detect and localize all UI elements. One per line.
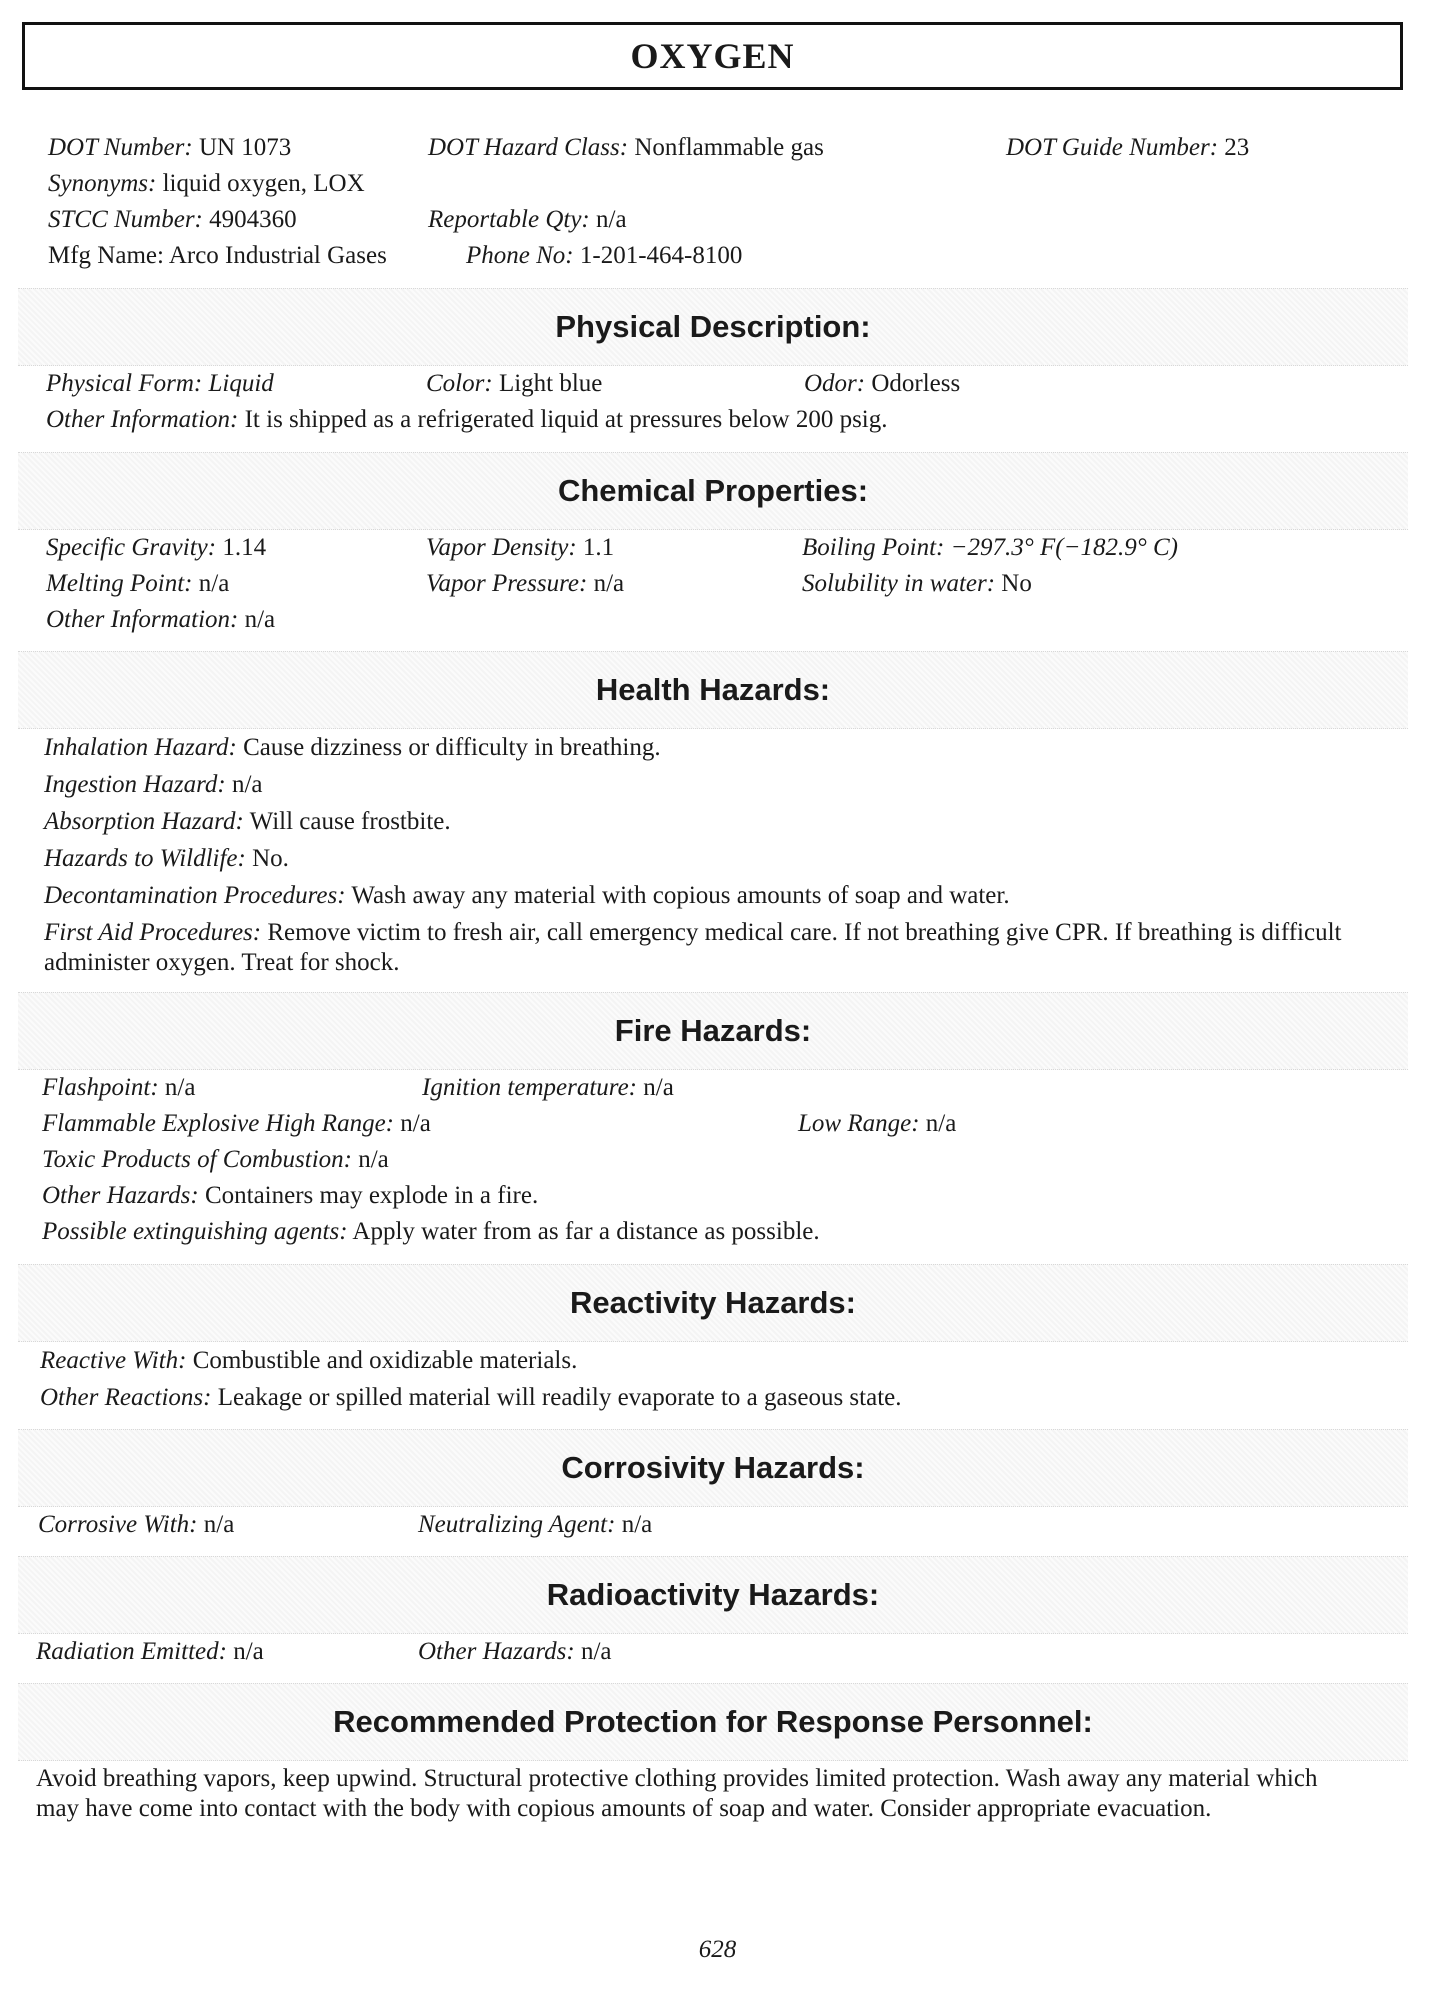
wildlife-label: Hazards to Wildlife: — [44, 845, 246, 872]
fire-other-label: Other Hazards: — [42, 1182, 199, 1209]
low-range-value: n/a — [925, 1110, 957, 1137]
fire-row-toxic — [42, 1145, 389, 1175]
neutralizing-agent-label: Neutralizing Agent: — [418, 1511, 616, 1538]
reportable-qty-value: n/a — [596, 206, 627, 233]
health-row-absorption — [44, 807, 451, 837]
section-heading-corrosivity: Corrosivity Hazards: — [18, 1429, 1408, 1507]
protection-text: Avoid breathing vapors, keep upwind. Structural protective clothing provides limited protection. Wash away any material which may have come into contact with the body with copious amounts of soap and water. Consider appropriate evacuation. — [36, 1765, 1318, 1822]
extinguishing-value: Apply water from as far a distance as possible. — [352, 1218, 820, 1245]
melting-point-value: n/a — [198, 570, 230, 597]
inhalation-label: Inhalation Hazard: — [44, 734, 237, 761]
section-heading-reactivity: Reactivity Hazards: — [18, 1264, 1408, 1342]
absorption-label: Absorption Hazard: — [44, 808, 244, 835]
specific-gravity-label: Specific Gravity: — [46, 534, 217, 561]
health-row-inhalation — [44, 733, 661, 763]
stcc-label: STCC Number: — [48, 206, 203, 233]
mfg-name-label: Mfg Name: — [48, 242, 164, 269]
section-heading-physical: Physical Description: — [18, 288, 1408, 366]
page-number: 628 — [698, 1936, 737, 1963]
flashpoint-label: Flashpoint: — [42, 1074, 159, 1101]
guide-number-label: DOT Guide Number: — [1006, 134, 1219, 161]
fire-other-value: Containers may explode in a fire. — [204, 1182, 539, 1209]
section-heading-radioactivity: Radioactivity Hazards: — [18, 1556, 1408, 1634]
boiling-point-value: −297.3° F(−182.9° C) — [950, 534, 1178, 561]
solubility-label: Solubility in water: — [802, 570, 996, 597]
corrosive-with-value: n/a — [203, 1511, 235, 1538]
vapor-pressure-label: Vapor Pressure: — [426, 570, 588, 597]
ingestion-label: Ingestion Hazard: — [44, 771, 226, 798]
guide-number-value: 23 — [1224, 134, 1250, 161]
health-row-first-aid — [44, 918, 1396, 978]
toxic-products-value: n/a — [358, 1146, 389, 1173]
reportable-qty-label: Reportable Qty: — [428, 206, 590, 233]
other-reactions-label: Other Reactions: — [40, 1384, 212, 1411]
corrosive-with-label: Corrosive With: — [38, 1511, 198, 1538]
color-label: Color: — [426, 370, 493, 397]
radiation-emitted-label: Radiation Emitted: — [36, 1638, 227, 1665]
chemical-other-label: Other Information: — [46, 606, 239, 633]
first-aid-label: First Aid Procedures: — [44, 919, 262, 946]
extinguishing-label: Possible extinguishing agents: — [42, 1218, 348, 1245]
vapor-pressure-value: n/a — [593, 570, 625, 597]
health-row-ingestion — [44, 770, 263, 800]
boiling-point-label: Boiling Point: — [802, 534, 945, 561]
radiation-emitted-value: n/a — [233, 1638, 264, 1665]
physical-other-label: Other Information: — [46, 406, 239, 433]
inhalation-value: Cause dizziness or difficulty in breathing. — [243, 734, 661, 761]
fire-row-extinguishing — [42, 1217, 820, 1247]
hazard-class-label: DOT Hazard Class: — [428, 134, 629, 161]
synonyms-label: Synonyms: — [48, 170, 157, 197]
vapor-density-label: Vapor Density: — [426, 534, 577, 561]
synonyms-value: liquid oxygen, LOX — [162, 170, 365, 197]
first-aid-value: Remove victim to fresh air, call emergency medical care. If not breathing give CPR. If breathing is difficult administer oxygen. Treat for shock. — [44, 919, 1342, 976]
high-range-value: n/a — [400, 1110, 431, 1137]
page-title: OXYGEN — [22, 22, 1403, 90]
section-heading-chemical: Chemical Properties: — [18, 452, 1408, 530]
ignition-label: Ignition temperature: — [422, 1074, 638, 1101]
health-row-wildlife — [44, 844, 289, 874]
decon-label: Decontamination Procedures: — [44, 882, 346, 909]
ignition-value: n/a — [643, 1074, 674, 1101]
physical-other-value: It is shipped as a refrigerated liquid at pressures below 200 psig. — [244, 406, 888, 433]
neutralizing-agent-value: n/a — [621, 1511, 653, 1538]
ingestion-value: n/a — [231, 771, 263, 798]
flashpoint-value: n/a — [164, 1074, 196, 1101]
physical-row-2 — [46, 405, 888, 435]
chemical-other-value: n/a — [244, 606, 276, 633]
section-heading-health: Health Hazards: — [18, 651, 1408, 729]
high-range-label: Flammable Explosive High Range: — [42, 1110, 394, 1137]
section-heading-fire: Fire Hazards: — [18, 992, 1408, 1070]
phone-value: 1-201-464-8100 — [579, 242, 743, 269]
color-value: Light blue — [498, 370, 603, 397]
dot-number-value: UN 1073 — [198, 134, 292, 161]
physical-form-value: Liquid — [208, 370, 274, 397]
health-row-decon — [44, 881, 1010, 911]
reactivity-row-2 — [40, 1383, 902, 1413]
stcc-value: 4904360 — [209, 206, 297, 233]
phone-label: Phone No: — [466, 242, 574, 269]
radio-other-hazards-label: Other Hazards: — [418, 1638, 575, 1665]
absorption-value: Will cause frostbite. — [249, 808, 451, 835]
hazard-class-value: Nonflammable gas — [634, 134, 824, 161]
radio-other-hazards-value: n/a — [580, 1638, 612, 1665]
fire-row-other — [42, 1181, 538, 1211]
solubility-value: No — [1001, 570, 1032, 597]
odor-value: Odorless — [871, 370, 961, 397]
low-range-label: Low Range: — [798, 1110, 920, 1137]
decon-value: Wash away any material with copious amounts of soap and water. — [351, 882, 1010, 909]
odor-label: Odor: — [804, 370, 866, 397]
mfg-name-value: Arco Industrial Gases — [168, 242, 387, 269]
specific-gravity-value: 1.14 — [222, 534, 267, 561]
other-reactions-value: Leakage or spilled material will readily evaporate to a gaseous state. — [217, 1384, 902, 1411]
melting-point-label: Melting Point: — [46, 570, 193, 597]
reactivity-row-1 — [40, 1346, 577, 1376]
dot-number-label: DOT Number: — [48, 134, 193, 161]
section-heading-protection: Recommended Protection for Response Personnel: — [18, 1683, 1408, 1761]
chemical-row-3 — [46, 605, 275, 635]
vapor-density-value: 1.1 — [582, 534, 615, 561]
physical-form-label: Physical Form: — [46, 370, 203, 397]
reactive-with-value: Combustible and oxidizable materials. — [192, 1347, 578, 1374]
wildlife-value: No. — [252, 845, 289, 872]
toxic-products-label: Toxic Products of Combustion: — [42, 1146, 352, 1173]
reactive-with-label: Reactive With: — [40, 1347, 187, 1374]
